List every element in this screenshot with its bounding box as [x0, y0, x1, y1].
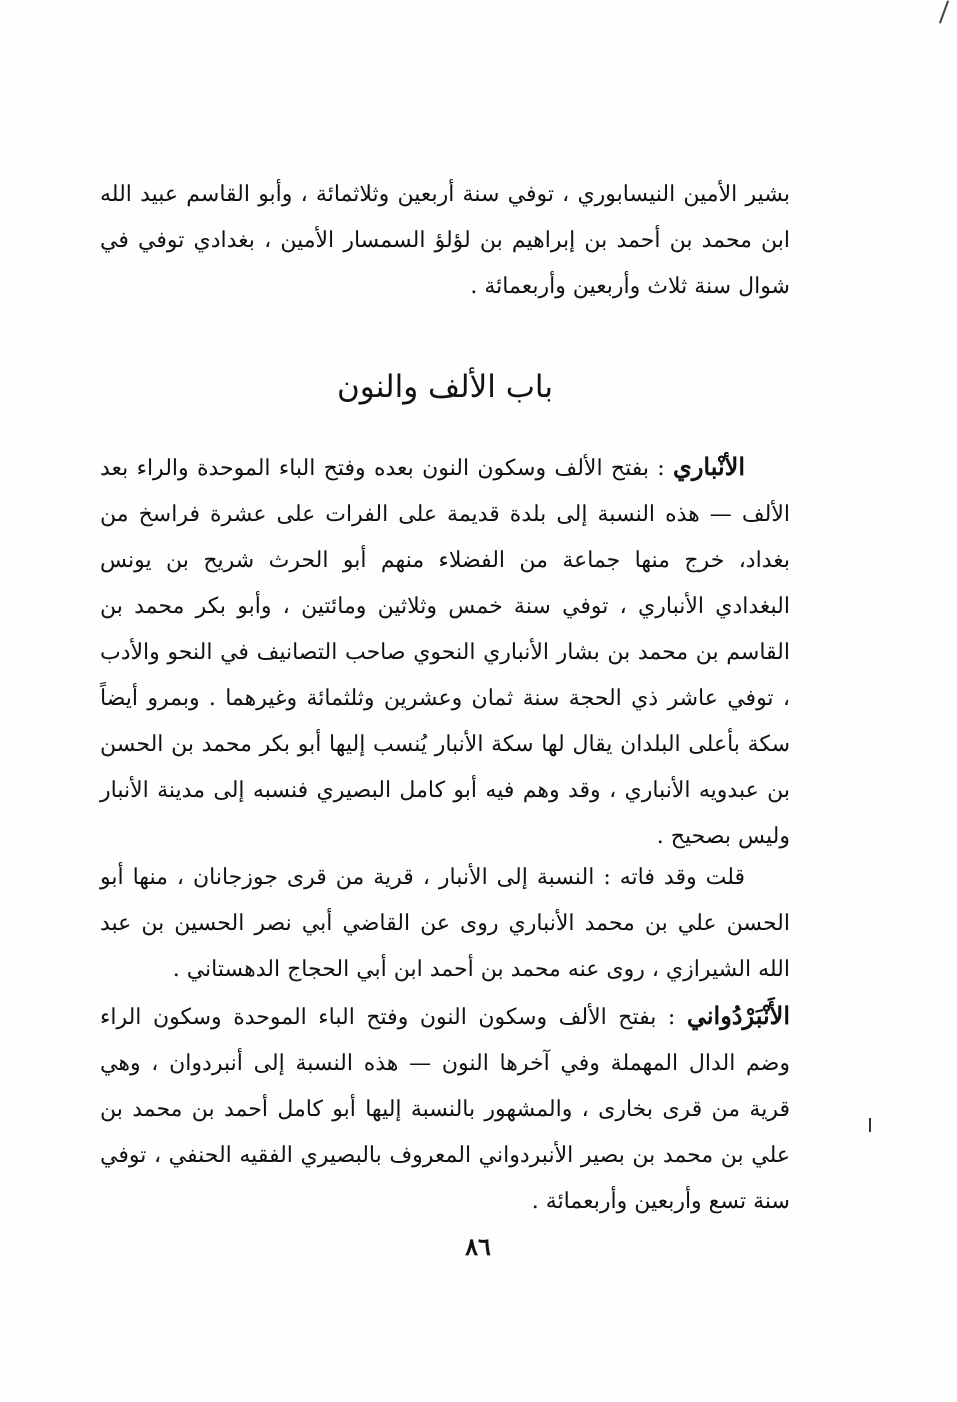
entry-headword: الأنْباري	[673, 452, 745, 481]
intro-paragraph: بشير الأمين النيسابوري ، توفي سنة أربعين وثلاثمائة ، وأبو القاسم عبيد الله ابن محمد بن أحمد بن إبراهيم بن لؤلؤ السمسار الأمين ، بغدادي توفي في شوال سنة ثلاث وأربعين وأربعمائة .	[100, 182, 790, 299]
page-number: ٨٦	[465, 1232, 491, 1261]
entry-note: قلت وقد فاته : النسبة إلى الأنبار ، قرية من قرى جوزجانان ، منها أبو الحسن علي بن محمد الأنباري روى عن القاضي أبي نصر الحسين بن عبد الله الشيرازي ، روى عنه محمد بن أحمد ابن أبي الحجاج الدهستاني .	[100, 865, 790, 982]
entry-headword: الأَنْبَرْدُواني	[686, 1001, 790, 1030]
entry-anbari	[100, 444, 790, 860]
section-title: باب الألف والنون	[337, 369, 553, 405]
scan-mark	[939, 0, 949, 23]
entry-body: : بفتح الألف وسكون النون بعده وفتح الباء الموحدة والراء بعد الألف — هذه النسبة إلى بلدة قديمة على الفرات على عشرة فراسخ من بغداد، خرج منها جماعة من الفضلاء منهم أبو الحرث شريح بن يونس البغدادي الأنباري ، توفي سنة خمس وثلاثين ومائتين ، وأبو بكر محمد بن القاسم بن محمد بن بشار الأنباري النحوي صاحب التصانيف في النحو والأدب ، توفي عاشر ذي الحجة سنة ثمان وعشرين وثلثمائة وغيرهما . وبمرو أيضاً سكة بأعلى البلدان يقال لها سكة الأنبار يُنسب إليها أبو بكر محمد بن الحسن بن عبدويه الأنباري ، وقد وهم فيه أبو كامل البصيري فنسبه إلى مدينة الأنبار وليس بصحيح .	[100, 456, 790, 849]
margin-mark	[869, 1118, 871, 1132]
entry-anbardwani	[100, 993, 790, 1225]
entry-body: : بفتح الألف وسكون النون وفتح الباء الموحدة وسكون الراء وضم الدال المهملة وفي آخرها النون — هذه النسبة إلى أنبردوان ، وهي قرية من قرى بخارى ، والمشهور بالنسبة إليها أبو كامل أحمد بن محمد بن علي بن محمد بن بصير الأنبردواني المعروف بالبصيري الفقيه الحنفي ، توفي سنة تسع وأربعين وأربعمائة .	[100, 1005, 790, 1214]
